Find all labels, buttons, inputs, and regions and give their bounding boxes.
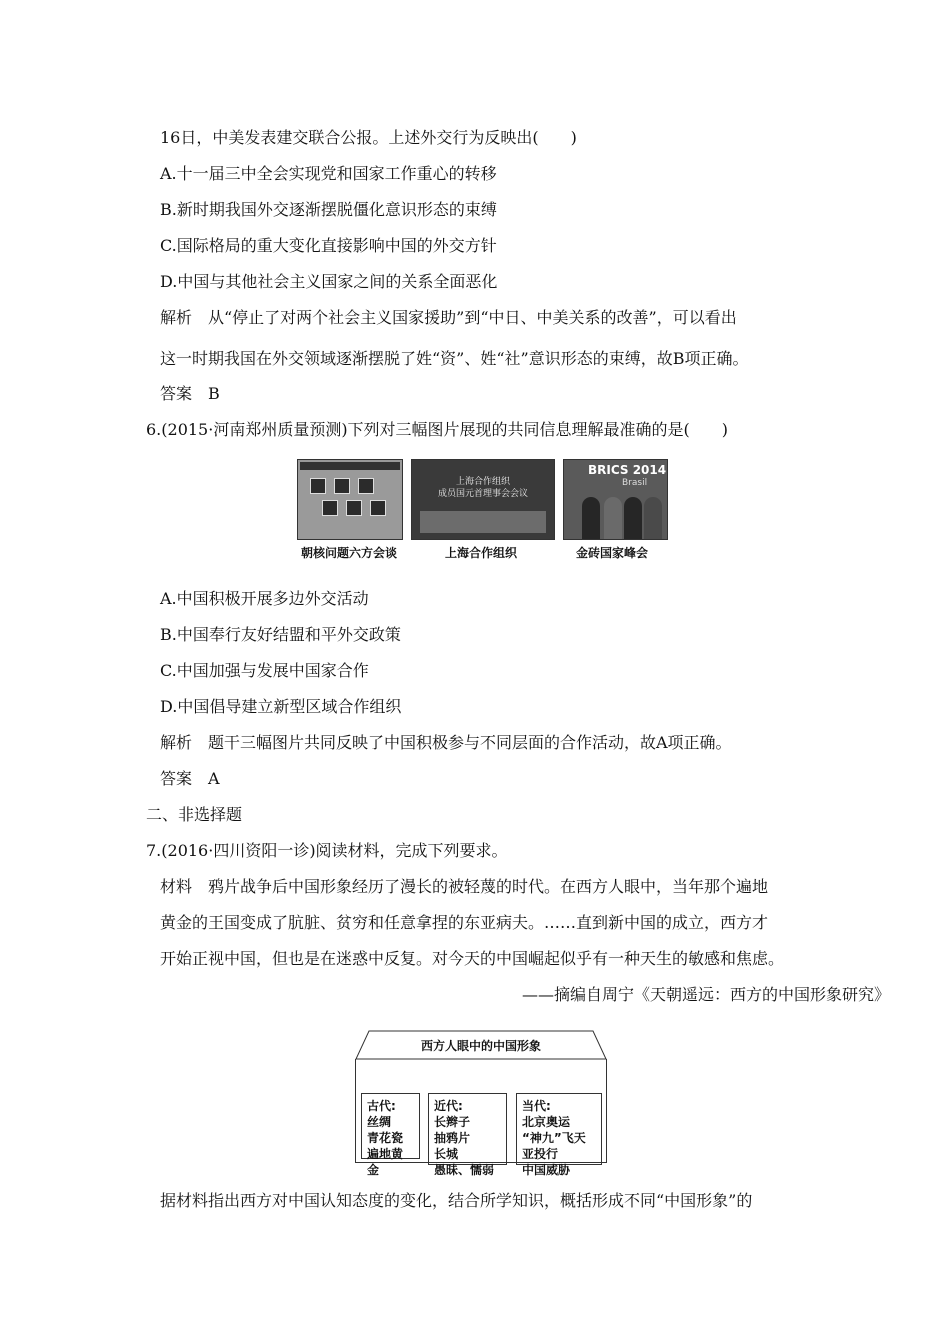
analysis-line-2: 这一时期我国在外交领域逐渐摆脱了姓“资”、姓“社”意识形态的束缚，故B项正确。 [160, 349, 749, 368]
analysis: 解析 题干三幅图片共同反映了中国积极参与不同层面的合作活动，故A项正确。 [160, 733, 732, 752]
material-line-3: 开始正视中国，但也是在迷惑中反复。对今天的中国崛起似乎有一种天生的敏感和焦虑。 [160, 949, 785, 968]
question-6-stem: 6.(2015·河南郑州质量预测)下列对三幅图片展现的共同信息理解最准确的是( ) [146, 420, 729, 439]
question-stem-tail: 16日，中美发表建交联合公报。上述外交行为反映出( ) [160, 128, 577, 147]
box-item: 长城 [434, 1147, 459, 1161]
box-item: 抽鸦片 [434, 1131, 471, 1145]
diagram-box-contemporary [516, 1093, 602, 1177]
diagram-title: 西方人眼中的中国形象 [420, 1039, 541, 1053]
box-heading: 古代: [367, 1099, 396, 1113]
option-d: D.中国倡导建立新型区域合作组织 [160, 697, 402, 716]
material-source: ——摘编自周宁《天朝遥远：西方的中国形象研究》 [522, 985, 891, 1004]
question-7-stem: 7.(2016·四川资阳一诊)阅读材料，完成下列要求。 [146, 841, 508, 860]
box-item: “神九”飞天 [522, 1131, 586, 1145]
material-line-1: 材料 鸦片战争后中国形象经历了漫长的被轻蔑的时代。在西方人眼中，当年那个遍地 [160, 877, 769, 896]
caption-brics: 金砖国家峰会 [576, 546, 649, 560]
option-d: D.中国与其他社会主义国家之间的关系全面恶化 [160, 272, 498, 291]
analysis-line-1: 解析 从“停止了对两个社会主义国家援助”到“中日、中美关系的改善”，可以看出 [160, 308, 737, 327]
caption-six-party-talks: 朝核问题六方会谈 [301, 546, 398, 560]
diagram-box-modern [428, 1093, 507, 1177]
brics-banner: BRICS 2014 [588, 463, 667, 477]
box-item: 青花瓷 [367, 1131, 404, 1145]
box-item: 丝绸 [367, 1115, 392, 1129]
caption-sco: 上海合作组织 [445, 546, 518, 560]
sco-subtitle: 成员国元首理事会会议 [437, 489, 528, 499]
diagram-box-ancient [361, 1093, 420, 1177]
box-heading: 近代: [434, 1099, 463, 1113]
six-party-talks-photo [297, 459, 403, 540]
box-item: 遍地黄金 [367, 1147, 404, 1177]
question-7-prompt: 据材料指出西方对中国认知态度的变化，结合所学知识，概括形成不同“中国形象”的 [160, 1191, 753, 1210]
brics-summit-photo [563, 459, 668, 540]
option-c: C.中国加强与发展中国家合作 [160, 661, 369, 680]
box-item: 亚投行 [522, 1147, 559, 1161]
box-item: 愚昧、懦弱 [434, 1163, 495, 1177]
section-heading: 二、非选择题 [146, 805, 243, 824]
box-item: 中国威胁 [522, 1163, 571, 1177]
option-a: A.中国积极开展多边外交活动 [160, 589, 369, 608]
box-item: 长辫子 [434, 1115, 471, 1129]
brics-sub: Brasil [622, 478, 648, 488]
answer: 答案 A [160, 769, 220, 788]
option-b: B.新时期我国外交逐渐摆脱僵化意识形态的束缚 [160, 200, 497, 219]
box-item: 北京奥运 [522, 1115, 571, 1129]
sco-title: 上海合作组织 [455, 477, 510, 487]
answer: 答案 B [160, 384, 220, 403]
material-line-2: 黄金的王国变成了肮脏、贫穷和任意拿捏的东亚病夫。……直到新中国的成立，西方才 [160, 913, 769, 932]
option-a: A.十一届三中全会实现党和国家工作重心的转移 [160, 164, 497, 183]
sco-meeting-photo [411, 459, 555, 540]
option-c: C.国际格局的重大变化直接影响中国的外交方针 [160, 236, 497, 255]
option-b: B.中国奉行友好结盟和平外交政策 [160, 625, 401, 644]
box-heading: 当代: [522, 1099, 551, 1113]
